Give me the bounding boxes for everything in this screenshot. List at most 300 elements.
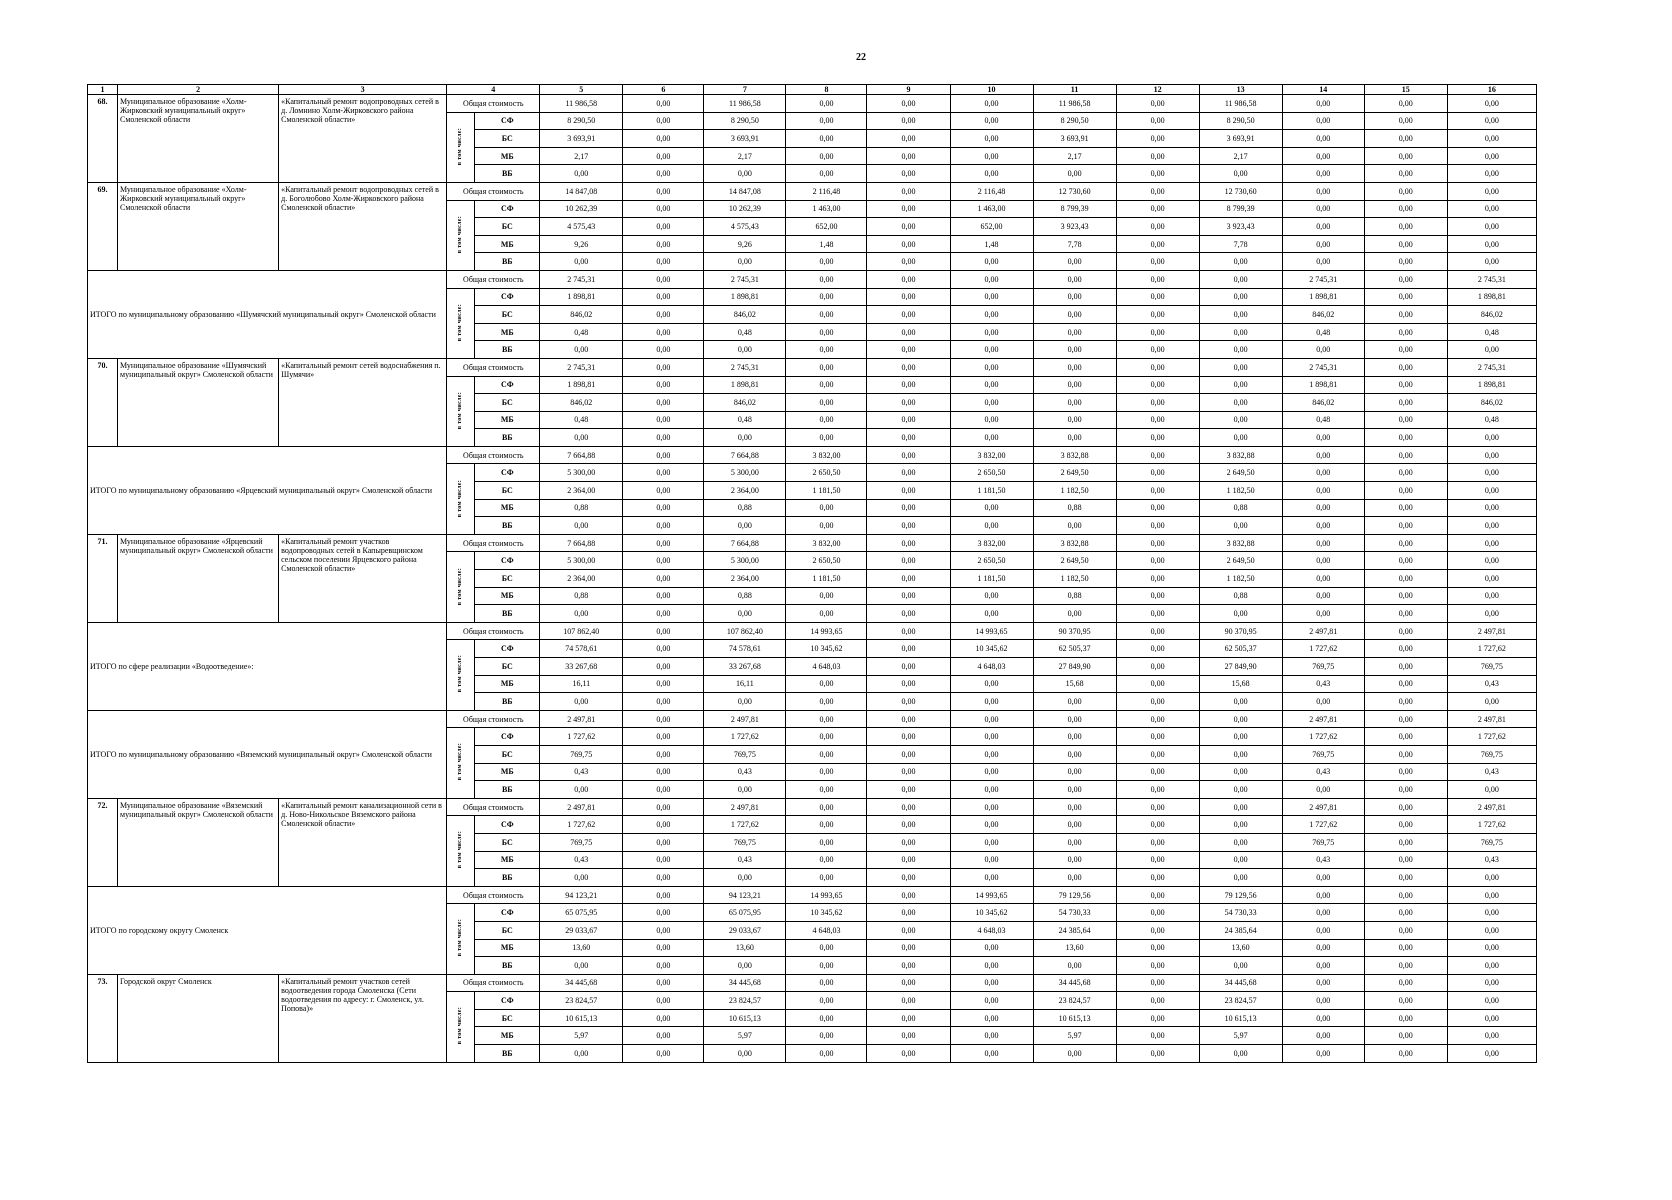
fund-code: СФ: [475, 288, 540, 306]
value-cell: 74 578,61: [704, 640, 786, 658]
value-cell: 0,00: [1364, 570, 1447, 588]
value-cell: 3 693,91: [1033, 130, 1116, 148]
value-cell: 2 497,81: [704, 710, 786, 728]
value-cell: 0,00: [1282, 974, 1364, 992]
value-cell: 846,02: [704, 306, 786, 324]
value-cell: 0,00: [1447, 235, 1536, 253]
value-cell: 0,00: [540, 781, 623, 799]
value-cell: 0,00: [540, 957, 623, 975]
fund-code: БС: [475, 833, 540, 851]
value-cell: 15,68: [1199, 675, 1282, 693]
value-cell: 0,00: [867, 464, 950, 482]
value-cell: 1 727,62: [1282, 728, 1364, 746]
value-cell: 3 832,88: [1199, 446, 1282, 464]
value-cell: 0,00: [1282, 605, 1364, 623]
value-cell: 1 898,81: [1282, 288, 1364, 306]
value-cell: 23 824,57: [1033, 992, 1116, 1010]
value-cell: 1 727,62: [704, 816, 786, 834]
value-cell: 0,00: [1282, 992, 1364, 1010]
value-cell: 0,00: [1364, 376, 1447, 394]
value-cell: 0,00: [867, 95, 950, 113]
value-cell: 0,00: [1447, 957, 1536, 975]
value-cell: 0,00: [1116, 640, 1199, 658]
fund-code: ВБ: [475, 165, 540, 183]
value-cell: 0,00: [1116, 165, 1199, 183]
value-cell: 4 575,43: [540, 218, 623, 236]
value-cell: 0,00: [1364, 218, 1447, 236]
municipality-name: Муниципальное образование «Ярцевский муниципальный округ» Смоленской области: [118, 534, 279, 622]
value-cell: 0,00: [623, 921, 704, 939]
value-cell: 0,00: [623, 306, 704, 324]
value-cell: 0,00: [540, 253, 623, 271]
value-cell: 0,00: [1116, 394, 1199, 412]
value-cell: 7,78: [1033, 235, 1116, 253]
value-cell: 0,00: [623, 570, 704, 588]
entry-number: 71.: [88, 534, 118, 622]
fund-code: БС: [475, 394, 540, 412]
value-cell: 0,00: [623, 482, 704, 500]
value-cell: 0,00: [704, 429, 786, 447]
value-cell: 33 267,68: [540, 658, 623, 676]
value-cell: 0,00: [950, 95, 1033, 113]
value-cell: 0,00: [1364, 253, 1447, 271]
value-cell: 0,43: [1447, 763, 1536, 781]
value-cell: 0,00: [786, 517, 867, 535]
value-cell: 0,00: [867, 376, 950, 394]
value-cell: 10 262,39: [540, 200, 623, 218]
value-cell: 0,00: [1116, 939, 1199, 957]
value-cell: 0,00: [1033, 728, 1116, 746]
value-cell: 7 664,88: [540, 534, 623, 552]
value-cell: 0,00: [1033, 517, 1116, 535]
value-cell: 0,00: [867, 939, 950, 957]
value-cell: 0,00: [1282, 165, 1364, 183]
value-cell: 0,00: [786, 693, 867, 711]
value-cell: 0,00: [1033, 376, 1116, 394]
value-cell: 0,00: [1364, 1045, 1447, 1063]
total-label: ИТОГО по муниципальному образованию «Шумячский муниципальный округ» Смоленской области: [88, 270, 447, 358]
value-cell: 0,88: [704, 587, 786, 605]
value-cell: 0,00: [1033, 763, 1116, 781]
value-cell: 0,00: [867, 869, 950, 887]
value-cell: 0,00: [786, 851, 867, 869]
value-cell: 1 181,50: [786, 482, 867, 500]
value-cell: 24 385,64: [1033, 921, 1116, 939]
value-cell: 2 649,50: [1199, 552, 1282, 570]
value-cell: 0,00: [1364, 851, 1447, 869]
value-cell: 3 832,00: [950, 534, 1033, 552]
value-cell: 0,00: [1282, 482, 1364, 500]
value-cell: 79 129,56: [1033, 886, 1116, 904]
value-cell: 0,00: [1282, 693, 1364, 711]
value-cell: 0,00: [623, 622, 704, 640]
value-cell: 1 463,00: [786, 200, 867, 218]
value-cell: 2 650,50: [950, 464, 1033, 482]
value-cell: 0,00: [623, 816, 704, 834]
value-cell: 0,00: [1282, 869, 1364, 887]
value-cell: 0,48: [704, 323, 786, 341]
including-label: в том числе:: [457, 1007, 464, 1045]
value-cell: 0,00: [867, 798, 950, 816]
value-cell: 0,00: [1447, 464, 1536, 482]
value-cell: 0,00: [786, 833, 867, 851]
including-label-cell: [447, 904, 475, 974]
municipality-name: Муниципальное образование «Вяземский муниципальный округ» Смоленской области: [118, 798, 279, 886]
value-cell: 0,00: [623, 675, 704, 693]
value-cell: 2 497,81: [540, 710, 623, 728]
value-cell: 0,00: [1199, 270, 1282, 288]
value-cell: 0,00: [1447, 1009, 1536, 1027]
value-cell: 0,00: [623, 957, 704, 975]
value-cell: 0,00: [867, 429, 950, 447]
value-cell: 1 463,00: [950, 200, 1033, 218]
fund-code: ВБ: [475, 253, 540, 271]
total-label: ИТОГО по муниципальному образованию «Вяземский муниципальный округ» Смоленской области: [88, 710, 447, 798]
value-cell: 29 033,67: [540, 921, 623, 939]
total-row: [88, 710, 1537, 728]
value-cell: 0,00: [1199, 605, 1282, 623]
value-cell: 0,00: [1282, 253, 1364, 271]
value-cell: 0,00: [1116, 235, 1199, 253]
value-cell: 90 370,95: [1199, 622, 1282, 640]
value-cell: 0,00: [704, 341, 786, 359]
fund-code: БС: [475, 570, 540, 588]
fund-code: ВБ: [475, 429, 540, 447]
value-cell: 62 505,37: [1199, 640, 1282, 658]
fund-code: МБ: [475, 587, 540, 605]
value-cell: 0,00: [867, 482, 950, 500]
value-cell: 0,00: [1033, 253, 1116, 271]
value-cell: 0,00: [786, 587, 867, 605]
value-cell: 3 832,88: [1199, 534, 1282, 552]
value-cell: 0,00: [786, 763, 867, 781]
value-cell: 0,00: [1199, 833, 1282, 851]
value-cell: 0,00: [1116, 570, 1199, 588]
value-cell: 0,00: [1447, 921, 1536, 939]
fund-code: СФ: [475, 728, 540, 746]
value-cell: 16,11: [704, 675, 786, 693]
value-cell: 0,00: [1364, 710, 1447, 728]
value-cell: 3 693,91: [540, 130, 623, 148]
value-cell: 0,00: [786, 165, 867, 183]
column-number-cell: 5: [540, 85, 623, 95]
value-cell: 0,00: [867, 341, 950, 359]
value-cell: 0,00: [1447, 341, 1536, 359]
value-cell: 2 650,50: [950, 552, 1033, 570]
value-cell: 0,00: [867, 622, 950, 640]
value-cell: 0,00: [786, 1045, 867, 1063]
fund-code: ВБ: [475, 957, 540, 975]
value-cell: 0,00: [950, 411, 1033, 429]
value-cell: 0,00: [950, 517, 1033, 535]
value-cell: 0,00: [867, 1027, 950, 1045]
value-cell: 1 181,50: [950, 570, 1033, 588]
value-cell: 0,00: [867, 640, 950, 658]
fund-code: СФ: [475, 640, 540, 658]
value-cell: 0,00: [1199, 358, 1282, 376]
value-cell: 0,00: [1116, 323, 1199, 341]
value-cell: 0,00: [1364, 781, 1447, 799]
value-cell: 0,00: [950, 323, 1033, 341]
value-cell: 0,00: [950, 394, 1033, 412]
value-cell: 2 745,31: [540, 270, 623, 288]
value-cell: 0,88: [1033, 587, 1116, 605]
entry-number: 72.: [88, 798, 118, 886]
value-cell: 0,00: [1282, 957, 1364, 975]
value-cell: 0,00: [786, 429, 867, 447]
value-cell: 0,00: [1282, 182, 1364, 200]
fund-code: МБ: [475, 323, 540, 341]
value-cell: 0,00: [623, 288, 704, 306]
value-cell: 0,00: [623, 235, 704, 253]
value-cell: 0,00: [1033, 358, 1116, 376]
value-cell: 2 650,50: [786, 464, 867, 482]
value-cell: 4 648,03: [786, 658, 867, 676]
value-cell: 0,00: [1116, 130, 1199, 148]
value-cell: 0,00: [1447, 587, 1536, 605]
value-cell: 0,00: [867, 570, 950, 588]
value-cell: 0,00: [867, 763, 950, 781]
municipality-name: Муниципальное образование «Холм-Жирковский муниципальный округ» Смоленской области: [118, 95, 279, 183]
value-cell: 0,00: [1364, 658, 1447, 676]
value-cell: 0,00: [1116, 482, 1199, 500]
value-cell: 0,00: [704, 165, 786, 183]
value-cell: 1 898,81: [1447, 288, 1536, 306]
value-cell: 0,00: [1364, 605, 1447, 623]
value-cell: 0,00: [1364, 341, 1447, 359]
value-cell: 2 497,81: [1447, 622, 1536, 640]
value-cell: 0,00: [1199, 781, 1282, 799]
value-cell: 0,00: [950, 693, 1033, 711]
entry-row: [88, 798, 1537, 816]
column-number-cell: 7: [704, 85, 786, 95]
value-cell: 0,00: [867, 499, 950, 517]
total-row: [88, 446, 1537, 464]
value-cell: 0,00: [1199, 710, 1282, 728]
column-number-cell: 4: [447, 85, 540, 95]
value-cell: 0,00: [540, 517, 623, 535]
value-cell: 1,48: [786, 235, 867, 253]
value-cell: 0,00: [1447, 904, 1536, 922]
value-cell: 0,00: [950, 728, 1033, 746]
value-cell: 0,00: [623, 517, 704, 535]
value-cell: 1 727,62: [1447, 640, 1536, 658]
value-cell: 5,97: [704, 1027, 786, 1045]
value-cell: 5 300,00: [540, 464, 623, 482]
value-cell: 0,00: [950, 358, 1033, 376]
value-cell: 0,00: [1033, 851, 1116, 869]
value-cell: 0,00: [1364, 1009, 1447, 1027]
value-cell: 0,00: [867, 112, 950, 130]
value-cell: 3 693,91: [704, 130, 786, 148]
value-cell: 0,00: [540, 429, 623, 447]
value-cell: 0,00: [623, 763, 704, 781]
including-label-cell: [447, 112, 475, 182]
value-cell: 0,00: [1364, 957, 1447, 975]
value-cell: 0,00: [1364, 482, 1447, 500]
value-cell: 0,00: [1364, 1027, 1447, 1045]
value-cell: 0,00: [1116, 798, 1199, 816]
value-cell: 0,00: [1447, 517, 1536, 535]
value-cell: 0,00: [950, 605, 1033, 623]
value-cell: 0,00: [867, 957, 950, 975]
value-cell: 5 300,00: [704, 464, 786, 482]
value-cell: 0,00: [1116, 675, 1199, 693]
column-number-cell: 14: [1282, 85, 1364, 95]
value-cell: 0,00: [1116, 306, 1199, 324]
fund-code: ВБ: [475, 781, 540, 799]
value-cell: 5,97: [540, 1027, 623, 1045]
value-cell: 0,00: [623, 182, 704, 200]
value-cell: 2 497,81: [1282, 710, 1364, 728]
entry-number: 73.: [88, 974, 118, 1062]
value-cell: 0,00: [1364, 165, 1447, 183]
fund-code: СФ: [475, 992, 540, 1010]
column-number-cell: 13: [1199, 85, 1282, 95]
total-row: [88, 622, 1537, 640]
value-cell: 0,00: [704, 781, 786, 799]
value-cell: 0,00: [786, 798, 867, 816]
value-cell: 1 898,81: [1447, 376, 1536, 394]
value-cell: 0,00: [1116, 886, 1199, 904]
value-cell: 0,00: [1116, 728, 1199, 746]
value-cell: 0,00: [704, 957, 786, 975]
value-cell: 5 300,00: [540, 552, 623, 570]
value-cell: 0,00: [786, 306, 867, 324]
value-cell: 0,00: [1447, 939, 1536, 957]
total-cost-label: Общая стоимость: [447, 798, 540, 816]
value-cell: 14 993,65: [786, 886, 867, 904]
value-cell: 0,00: [1116, 499, 1199, 517]
including-label-cell: [447, 992, 475, 1062]
value-cell: 0,00: [1447, 95, 1536, 113]
value-cell: 0,00: [786, 358, 867, 376]
value-cell: 7 664,88: [704, 534, 786, 552]
value-cell: 8 290,50: [704, 112, 786, 130]
value-cell: 0,00: [623, 781, 704, 799]
value-cell: 0,00: [623, 429, 704, 447]
value-cell: 0,00: [540, 1045, 623, 1063]
value-cell: 0,00: [867, 182, 950, 200]
value-cell: 0,00: [867, 1045, 950, 1063]
object-name: «Капитальный ремонт водопроводных сетей в д. Боголюбово Холм-Жирковского района Смоленской области»: [279, 182, 447, 270]
value-cell: 54 730,33: [1199, 904, 1282, 922]
value-cell: 0,00: [867, 306, 950, 324]
value-cell: 0,00: [623, 658, 704, 676]
including-label: в том числе:: [457, 391, 464, 429]
value-cell: 0,00: [1364, 411, 1447, 429]
including-label-cell: [447, 376, 475, 446]
fund-code: МБ: [475, 147, 540, 165]
value-cell: 769,75: [1447, 745, 1536, 763]
column-number-cell: 12: [1116, 85, 1199, 95]
value-cell: 0,00: [1116, 218, 1199, 236]
value-cell: 0,00: [1447, 974, 1536, 992]
value-cell: 0,00: [1033, 781, 1116, 799]
value-cell: 0,00: [1364, 587, 1447, 605]
value-cell: 1 727,62: [1282, 816, 1364, 834]
value-cell: 0,00: [1033, 411, 1116, 429]
value-cell: 0,00: [1447, 1027, 1536, 1045]
value-cell: 0,00: [1364, 112, 1447, 130]
value-cell: 0,00: [950, 816, 1033, 834]
value-cell: 33 267,68: [704, 658, 786, 676]
value-cell: 1 727,62: [1447, 816, 1536, 834]
fund-code: МБ: [475, 1027, 540, 1045]
value-cell: 0,00: [1447, 165, 1536, 183]
value-cell: 0,00: [623, 886, 704, 904]
value-cell: 0,00: [950, 270, 1033, 288]
value-cell: 0,00: [950, 781, 1033, 799]
value-cell: 3 923,43: [1199, 218, 1282, 236]
fund-code: ВБ: [475, 605, 540, 623]
value-cell: 0,00: [1116, 1009, 1199, 1027]
value-cell: 0,00: [786, 112, 867, 130]
object-name: «Капитальный ремонт сетей водоснабжения п. Шумячи»: [279, 358, 447, 446]
value-cell: 14 993,65: [950, 886, 1033, 904]
value-cell: 0,00: [1364, 323, 1447, 341]
value-cell: 0,00: [704, 605, 786, 623]
value-cell: 0,00: [1364, 534, 1447, 552]
value-cell: 1 898,81: [1282, 376, 1364, 394]
total-cost-label: Общая стоимость: [447, 358, 540, 376]
value-cell: 2 497,81: [704, 798, 786, 816]
value-cell: 0,00: [1364, 464, 1447, 482]
value-cell: 0,00: [1364, 640, 1447, 658]
value-cell: 0,00: [1282, 552, 1364, 570]
fund-code: БС: [475, 130, 540, 148]
value-cell: 11 986,58: [704, 95, 786, 113]
including-label-cell: [447, 640, 475, 710]
value-cell: 0,00: [704, 869, 786, 887]
value-cell: 0,00: [1364, 288, 1447, 306]
value-cell: 0,00: [1447, 534, 1536, 552]
value-cell: 0,00: [1116, 833, 1199, 851]
value-cell: 0,00: [867, 992, 950, 1010]
entry-row: [88, 95, 1537, 113]
value-cell: 0,00: [1282, 781, 1364, 799]
value-cell: 0,00: [1116, 869, 1199, 887]
municipality-name: Муниципальное образование «Шумячский муниципальный округ» Смоленской области: [118, 358, 279, 446]
value-cell: 0,00: [1447, 130, 1536, 148]
value-cell: 0,00: [867, 411, 950, 429]
value-cell: 0,00: [623, 499, 704, 517]
value-cell: 0,00: [1033, 270, 1116, 288]
value-cell: 0,00: [1199, 798, 1282, 816]
value-cell: 0,00: [1199, 763, 1282, 781]
value-cell: 0,00: [1282, 429, 1364, 447]
value-cell: 34 445,68: [704, 974, 786, 992]
value-cell: 0,43: [1447, 675, 1536, 693]
value-cell: 0,00: [867, 833, 950, 851]
total-label: ИТОГО по сфере реализации «Водоотведение»:: [88, 622, 447, 710]
value-cell: 94 123,21: [540, 886, 623, 904]
value-cell: 0,00: [1116, 534, 1199, 552]
value-cell: 0,00: [1116, 464, 1199, 482]
including-label-cell: [447, 288, 475, 358]
value-cell: 0,00: [623, 341, 704, 359]
value-cell: 0,48: [704, 411, 786, 429]
value-cell: 4 575,43: [704, 218, 786, 236]
value-cell: 107 862,40: [540, 622, 623, 640]
value-cell: 0,00: [1364, 833, 1447, 851]
value-cell: 1,48: [950, 235, 1033, 253]
value-cell: 0,00: [1364, 622, 1447, 640]
value-cell: 0,00: [623, 446, 704, 464]
value-cell: 0,00: [1116, 517, 1199, 535]
value-cell: 0,00: [1116, 358, 1199, 376]
total-cost-label: Общая стоимость: [447, 622, 540, 640]
